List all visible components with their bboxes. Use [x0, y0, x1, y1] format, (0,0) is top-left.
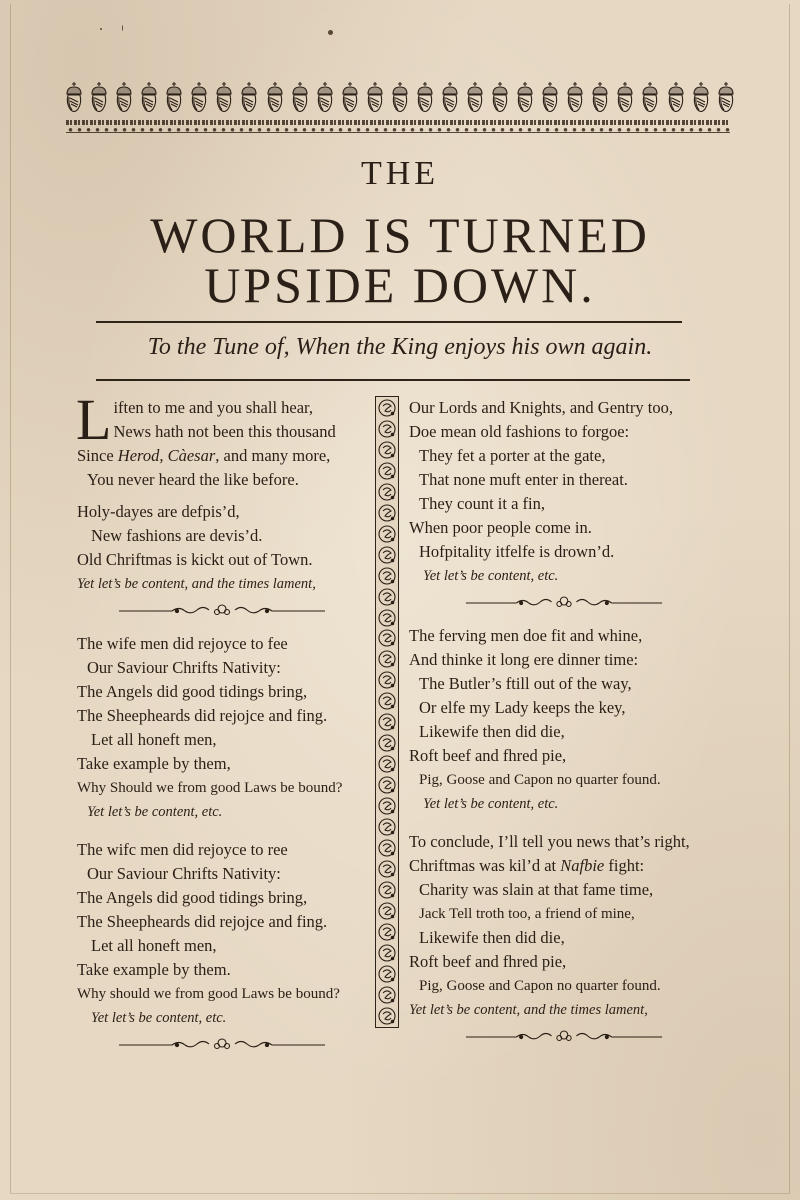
verse-line: Roft beef and fhred pie, [409, 952, 567, 971]
scroll-knot-icon [377, 608, 397, 628]
stanza-left-2 [77, 632, 367, 824]
scroll-knot-icon [377, 670, 397, 690]
verse-text: fight: [604, 856, 645, 875]
verse-line: Pig, Goose and Capon no quarter found. [419, 772, 661, 788]
verse-line: They count it a fin, [419, 494, 546, 513]
title-line-1: WORLD IS TURNED [150, 207, 650, 263]
crown-harp-icon [515, 81, 535, 115]
crown-harp-icon [490, 81, 510, 115]
scroll-knot-icon [377, 922, 397, 942]
crown-harp-icon [390, 81, 410, 115]
verse-line: The Butler’s ftill out of the way, [419, 674, 632, 693]
crown-harp-icon [89, 81, 109, 115]
verse-line: The wifc men did rejoyce to ree [77, 840, 288, 859]
verse-line: Likewife then did die, [419, 722, 565, 741]
title-rule-bottom [96, 379, 690, 381]
crown-harp-icon [164, 81, 184, 115]
refrain-line: Yet let’s be content, etc. [423, 796, 559, 812]
verse-line: Jack Tell troth too, a friend of mine, [419, 906, 635, 922]
crown-harp-icon [590, 81, 610, 115]
scroll-knot-icon [377, 901, 397, 921]
fleuron-ornament [117, 602, 327, 618]
lace-bottom-band [66, 128, 730, 133]
verse-line: News hath not been this thousand [113, 422, 336, 441]
verse-line: Why Should we from good Laws be bound? [77, 780, 343, 796]
verse-line: And thinke it long ere dinner time: [409, 650, 639, 669]
crown-harp-icon [214, 81, 234, 115]
verse-line [77, 444, 367, 468]
verse-line: Take example by them. [77, 960, 231, 979]
verse-line: That none muft enter in thereat. [419, 470, 628, 489]
verse-line: The Sheepheards did rejojce and fing. [77, 706, 328, 725]
refrain-line: Yet let’s be content, and the times lament, [77, 576, 316, 592]
header-lace-rule [66, 120, 730, 134]
crown-harp-icon [365, 81, 385, 115]
fleuron-ornament [464, 594, 664, 610]
verse-line: Let all honeft men, [91, 936, 217, 955]
verse-line: Doe mean old fashions to forgoe: [409, 422, 630, 441]
verse-line: Hofpitality itfelfe is drown’d. [419, 542, 615, 561]
scroll-knot-icon [377, 775, 397, 795]
scroll-knot-icon [377, 628, 397, 648]
crown-harp-icon [114, 81, 134, 115]
scroll-knot-icon [377, 733, 397, 753]
verse-line: Why should we from good Laws be bound? [77, 986, 340, 1002]
scroll-knot-icon [377, 649, 397, 669]
crown-harp-icon [640, 81, 660, 115]
verse-line: The ferving men doe fit and whine, [409, 626, 643, 645]
crown-harp-icon [139, 81, 159, 115]
refrain-line: Yet let’s be content, etc. [87, 804, 223, 820]
scroll-knot-icon [377, 545, 397, 565]
verse-italic-names: Herod, Càesar [117, 446, 216, 465]
verse-line: Let all honeft men, [91, 730, 217, 749]
verse-line: Our Saviour Chrifts Nativity: [87, 864, 281, 883]
scroll-knot-icon [377, 1006, 397, 1026]
verse-line: Our Lords and Knights, and Gentry too, [409, 398, 673, 417]
verse-line: The Sheepheards did rejojce and fing. [77, 912, 328, 931]
verse-line: Our Saviour Chrifts Nativity: [87, 658, 281, 677]
verse-italic-place: Nafbie [560, 856, 605, 875]
verse-line: Holy-dayes are defpis’d, [77, 502, 240, 521]
verse-line: The Angels did good tidings bring, [77, 682, 308, 701]
verse-line: Charity was slain at that fame time, [419, 880, 654, 899]
crown-harp-icon [315, 81, 335, 115]
verse-line: Roft beef and fhred pie, [409, 746, 567, 765]
stanza-right-3 [409, 830, 719, 1044]
scroll-knot-icon [377, 587, 397, 607]
verse-line: New fashions are devis’d. [91, 526, 263, 545]
crown-harp-icon [340, 81, 360, 115]
crown-harp-icon [265, 81, 285, 115]
verse-line [409, 854, 719, 878]
stanza-right-1 [409, 396, 719, 610]
scroll-knot-icon [377, 482, 397, 502]
lace-top-band [66, 120, 730, 125]
refrain-line: Yet let’s be content, etc. [423, 568, 559, 584]
verse-line: The wife men did rejoyce to fee [77, 634, 288, 653]
scroll-knot-icon [377, 859, 397, 879]
scroll-knot-icon [377, 503, 397, 523]
verse-line: Or elfe my Lady keeps the key, [419, 698, 626, 717]
verse-line: Old Chriftmas is kickt out of Town. [77, 550, 313, 569]
verse-line: Take example by them, [77, 754, 231, 773]
fleuron-ornament [117, 1036, 327, 1052]
verse-line: Likewife then did die, [419, 928, 565, 947]
crown-harp-icon [290, 81, 310, 115]
crown-harp-icon [615, 81, 635, 115]
title-article: THE [360, 155, 440, 192]
crown-harp-icon [465, 81, 485, 115]
paper-speck [100, 28, 102, 30]
scroll-knot-icon [377, 838, 397, 858]
crown-harp-icon [440, 81, 460, 115]
verse-line: They fet a porter at the gate, [419, 446, 606, 465]
crown-harp-icon [540, 81, 560, 115]
fleuron-ornament [464, 1028, 664, 1044]
refrain-line: Yet let’s be content, etc. [91, 1010, 227, 1026]
scroll-knot-icon [377, 691, 397, 711]
scroll-knot-icon [377, 943, 397, 963]
scroll-knot-icon [377, 712, 397, 732]
scroll-knot-icon [377, 985, 397, 1005]
paper-speck [122, 25, 123, 31]
scroll-knot-icon [377, 524, 397, 544]
crown-harp-icon [189, 81, 209, 115]
scroll-knot-icon [377, 796, 397, 816]
scroll-knot-icon [377, 754, 397, 774]
stanza-left-1 [76, 387, 367, 618]
scroll-knot-icon [377, 880, 397, 900]
scroll-knot-icon [377, 817, 397, 837]
crown-harp-icon [691, 81, 711, 115]
verse-line: To conclude, I’ll tell you news that’s right, [409, 832, 690, 851]
verse-text: Since [77, 446, 118, 465]
left-column [76, 387, 367, 1052]
verse-line: The Angels did good tidings bring, [77, 888, 308, 907]
crown-harp-icon [415, 81, 435, 115]
verse-text: Chriftmas was kil’d at [409, 856, 561, 875]
crown-harp-icon [666, 81, 686, 115]
paper-speck [328, 30, 333, 35]
verse-line: iften to me and you shall hear, [113, 398, 314, 417]
crown-harp-icon [64, 81, 84, 115]
column-divider-ornament [375, 396, 399, 1028]
stanza-left-3 [77, 838, 367, 1052]
crown-harp-icon [239, 81, 259, 115]
title-line-2: UPSIDE DOWN. [204, 257, 596, 313]
scroll-knot-icon [377, 419, 397, 439]
scroll-knot-icon [377, 461, 397, 481]
drop-cap: L [76, 387, 112, 452]
verse-line: Pig, Goose and Capon no quarter found. [419, 978, 661, 994]
right-column [409, 396, 719, 1044]
tune-subtitle: To the Tune of, When the King enjoys his own again. [147, 334, 653, 360]
title-rule-top [96, 321, 682, 323]
stanza-right-2 [409, 624, 719, 816]
verse-line: When poor people come in. [409, 518, 592, 537]
crown-harp-icon [716, 81, 736, 115]
scroll-knot-icon [377, 964, 397, 984]
crown-harp-icon [565, 81, 585, 115]
header-crown-border [64, 80, 736, 116]
verse-line: You never heard the like before. [87, 470, 299, 489]
scroll-knot-icon [377, 566, 397, 586]
scroll-knot-icon [377, 398, 397, 418]
scroll-knot-icon [377, 440, 397, 460]
refrain-line: Yet let’s be content, and the times lament, [409, 1002, 648, 1018]
verse-text: , and many more, [215, 446, 331, 465]
